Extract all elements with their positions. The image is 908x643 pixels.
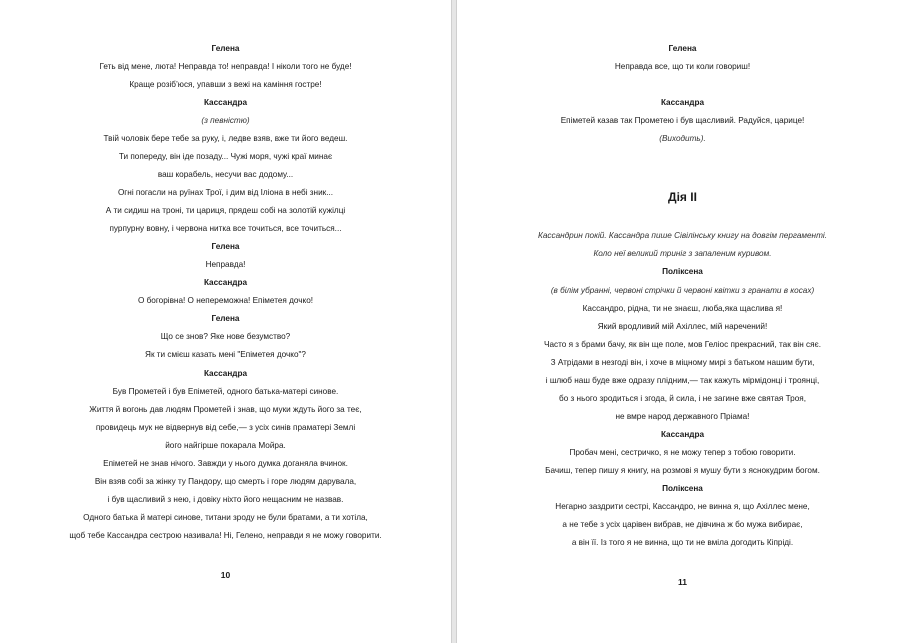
speaker-name: Кассандра: [203, 98, 248, 107]
verse-line: Неправда!: [205, 260, 246, 269]
page-10: [0, 0, 451, 643]
speaker-name: Гелена: [211, 44, 240, 53]
verse-line: щоб тебе Кассандра сестрою називала! Ні, Гелено, неправди я не можу говорити.: [69, 531, 382, 540]
verse-line: Огні погасли на руїнах Трої, і дим від Іліона в небі зник...: [117, 188, 334, 197]
stage-direction: Кассандрин покій. Кассандра пише Сівілінську книгу на довгім пергаменті.: [538, 231, 827, 240]
verse-line: не вмре народ державного Пріама!: [615, 412, 750, 421]
speaker-name: Кассандра: [203, 278, 248, 287]
speaker-name: Поліксена: [662, 484, 703, 493]
speaker-name: Поліксена: [662, 267, 703, 276]
stage-direction: Коло неї великий триніг з запаленим куривом.: [593, 249, 772, 258]
verse-line: Часто я з брами бачу, як він ще поле, мов Геліос прекрасний, так він сяє.: [543, 340, 822, 349]
verse-line: Він взяв собі за жінку ту Пандору, що смерть і горе людям дарувала,: [94, 477, 357, 486]
verse-line: Який вродливий мій Ахіллес, мій наречений!: [597, 322, 768, 331]
verse-line: бо з нього зродиться і згода, й сила, і не загине вже святая Троя,: [559, 394, 806, 403]
verse-line: А ти сидиш на троні, ти цариця, прядеш собі на золотій кужілці: [105, 206, 346, 215]
speaker-name: Кассандра: [660, 98, 705, 107]
speaker-name: Кассандра: [660, 430, 705, 439]
verse-line: Був Прометей і був Епіметей, одного батька-матері синове.: [112, 387, 339, 396]
verse-line: і шлюб наш буде вже одразу плідним,— так кажуть мірмідонці і троянці,: [545, 376, 820, 385]
verse-line: провидець мук не відвернув від себе,— з усіх синів праматері Землі: [95, 423, 356, 432]
verse-line: Як ти смієш казать мені "Епіметея дочко"?: [145, 350, 306, 359]
verse-line: Негарно заздрити сестрі, Кассандро, не винна я, що Ахіллес мене,: [555, 502, 810, 511]
stage-direction: (в білім убранні, червоні стрічки й червоні квітки з гранати в косах): [550, 286, 815, 295]
verse-line: Геть від мене, люта! Неправда то! неправда! І ніколи того не буде!: [99, 62, 352, 71]
verse-line: Епіметей казав так Прометею і був щасливий. Радуйся, царице!: [560, 116, 805, 125]
verse-line: Одного батька й матері синове, титани зроду не були братами, а ти хотіла,: [83, 513, 368, 522]
act-heading: Дія ІІ: [668, 190, 697, 204]
speaker-name: Гелена: [211, 314, 240, 323]
verse-line: ваш корабель, несучи вас додому...: [157, 170, 294, 179]
verse-line: а не тебе з усіх царівен вибрав, не дівчина ж бо мужа вибирає,: [562, 520, 803, 529]
speaker-name: Кассандра: [203, 369, 248, 378]
verse-line: З Атрідами в незгоді він, і хоче в міцному мирі з батьком нашим бути,: [550, 358, 815, 367]
speaker-name: Гелена: [668, 44, 697, 53]
stage-direction: (з певністю): [201, 116, 250, 125]
verse-line: Бачиш, тепер пишу я книгу, на розмові я мушу бути з яснокудрим богом.: [545, 466, 820, 475]
verse-line: О богорівна! О непереможна! Епіметея дочко!: [137, 296, 314, 305]
verse-line: його найгірше покарала Мойра.: [165, 441, 286, 450]
verse-line: Краще розіб’юся, упавши з вежі на каміння гостре!: [129, 80, 322, 89]
verse-line: Що се знов? Яке нове безумство?: [160, 332, 291, 341]
verse-line: Пробач мені, сестричко, я не можу тепер з тобою говорити.: [569, 448, 796, 457]
speaker-name: Гелена: [211, 242, 240, 251]
verse-line: Твій чоловік бере тебе за руку, і, ледве взяв, вже ти його ведеш.: [103, 134, 348, 143]
verse-line: Кассандро, рідна, ти не знаєш, люба,яка щаслива я!: [582, 304, 783, 313]
page-11: [457, 0, 908, 643]
verse-line: Ти попереду, він іде позаду... Чужі моря, чужі краї минає: [118, 152, 333, 161]
verse-line: пурпурну вовну, і червона нитка все точиться, все точиться...: [109, 224, 342, 233]
verse-line: Життя й вогонь дав людям Прометей і знав, що муки ждуть його за теє,: [89, 405, 362, 414]
stage-direction: (Виходить).: [659, 134, 706, 143]
verse-line: а він її. Із того я не винна, що ти не вміла догодить Кіпріді.: [571, 538, 794, 547]
verse-line: Неправда все, що ти коли говориш!: [614, 62, 751, 71]
verse-line: Епіметей не знав нічого. Завжди у нього думка доганяла вчинок.: [103, 459, 348, 468]
page-number: 11: [678, 577, 687, 587]
verse-line: і був щасливий з нею, і довіку ніхто його нещасним не назвав.: [107, 495, 344, 504]
page-number: 10: [220, 570, 231, 580]
